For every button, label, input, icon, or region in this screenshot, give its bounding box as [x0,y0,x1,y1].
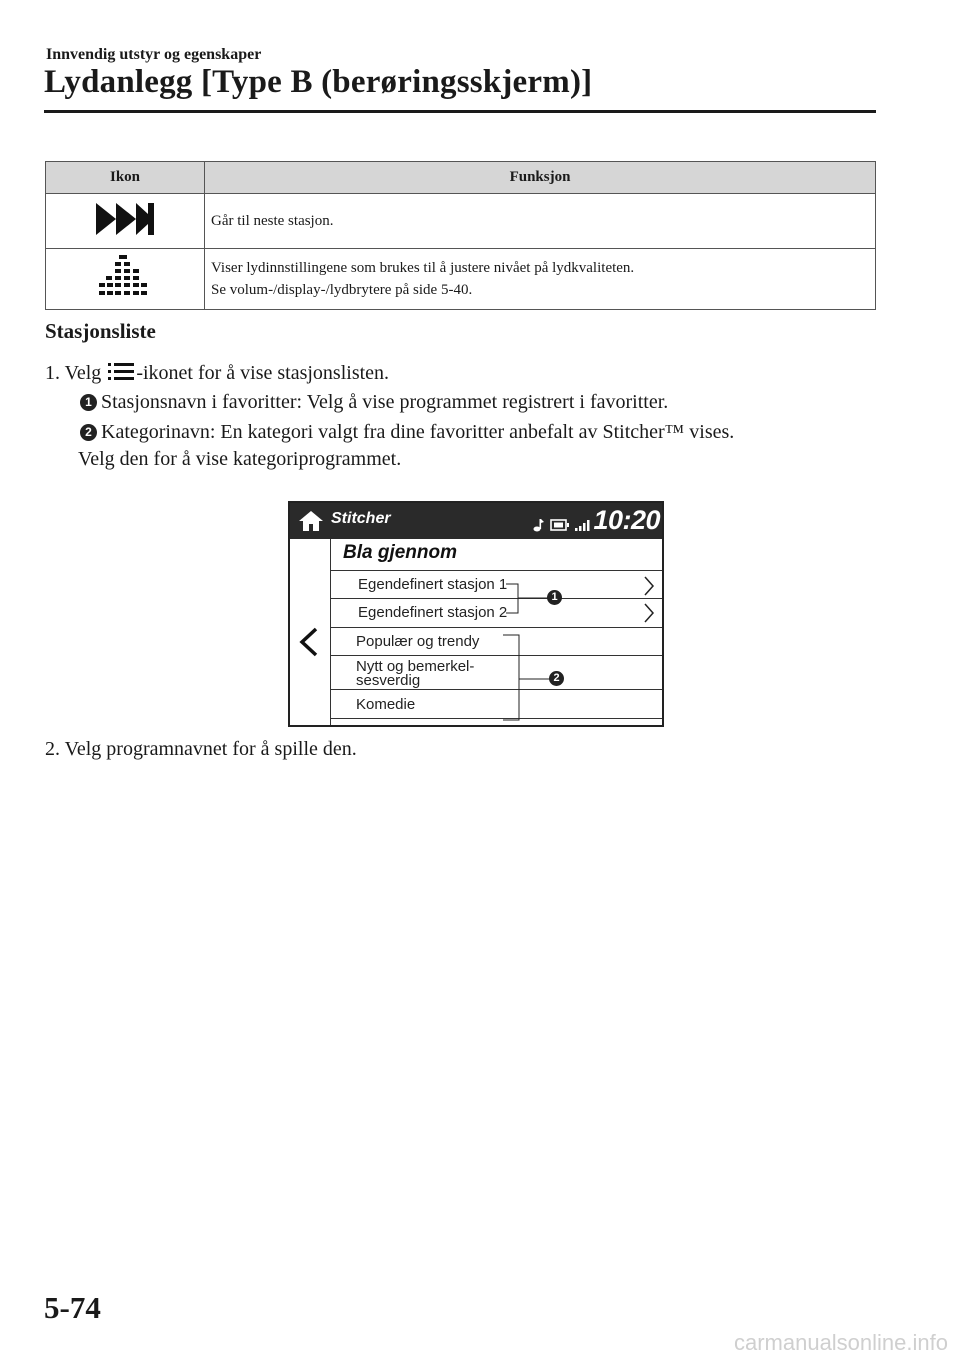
note-1: 1 Stasjonsnavn i favoritter: Velg å vise programmet registrert i favoritter. [80,391,668,414]
step-2: 2. Velg programnavnet for å spille den. [45,738,357,760]
table-row [46,194,876,249]
callout-number: 1 [547,590,562,605]
callout-number: 2 [80,424,97,441]
section-label: Innvendig utstyr og egenskaper [46,46,262,63]
station-list-heading: Stasjonsliste [45,319,156,343]
list-item-favorite-2[interactable]: Egendefinert stasjon 2 [331,598,662,627]
page-number: 5-74 [44,1290,101,1325]
function-cell [205,194,876,249]
callout-number: 1 [80,394,97,411]
page-title: Lydanlegg [Type B (berøringsskjerm)] [44,64,593,100]
browse-heading: Bla gjennom [343,542,458,563]
equalizer-icon [97,253,153,301]
note-2-continued: Velg den for å vise kategoriprogrammet. [78,448,402,470]
table-row [46,249,876,310]
list-item-category-2[interactable]: Nytt og bemerkel- sesverdig [331,655,662,690]
list-item-category-1[interactable]: Populær og trendy [331,627,662,656]
table-header-icon: Ikon [46,162,205,194]
step-1: 1. Velg -ikonet for å vise stasjonslisten. [45,362,390,384]
icon-function-table [45,161,876,310]
list-item-favorite-1[interactable]: Egendefinert stasjon 1 [331,570,662,599]
list-icon [106,361,136,381]
app-name: Stitcher [331,510,391,527]
callout-lines [290,503,662,725]
stitcher-screen-figure [288,501,664,727]
function-text: Se volum-/display-/lydbrytere på side 5-40. [211,282,473,298]
note-2: 2 Kategorinavn: En kategori valgt fra dine favoritter anbefalt av Stitcher™ vises. [80,421,734,444]
callout-number: 2 [549,671,564,686]
clock: 10:20 [593,505,660,535]
watermark: carmanualsonline.info [733,1330,948,1355]
title-divider [44,110,876,113]
skip-next-icon [94,201,156,237]
function-text: Går til neste stasjon. [211,213,334,229]
function-cell [205,249,876,310]
table-header-function: Funksjon [205,162,876,194]
function-text: Viser lydinnstillingene som brukes til å justere nivået på lydkvaliteten. [211,260,635,276]
list-item-category-3[interactable]: Komedie [331,689,662,719]
